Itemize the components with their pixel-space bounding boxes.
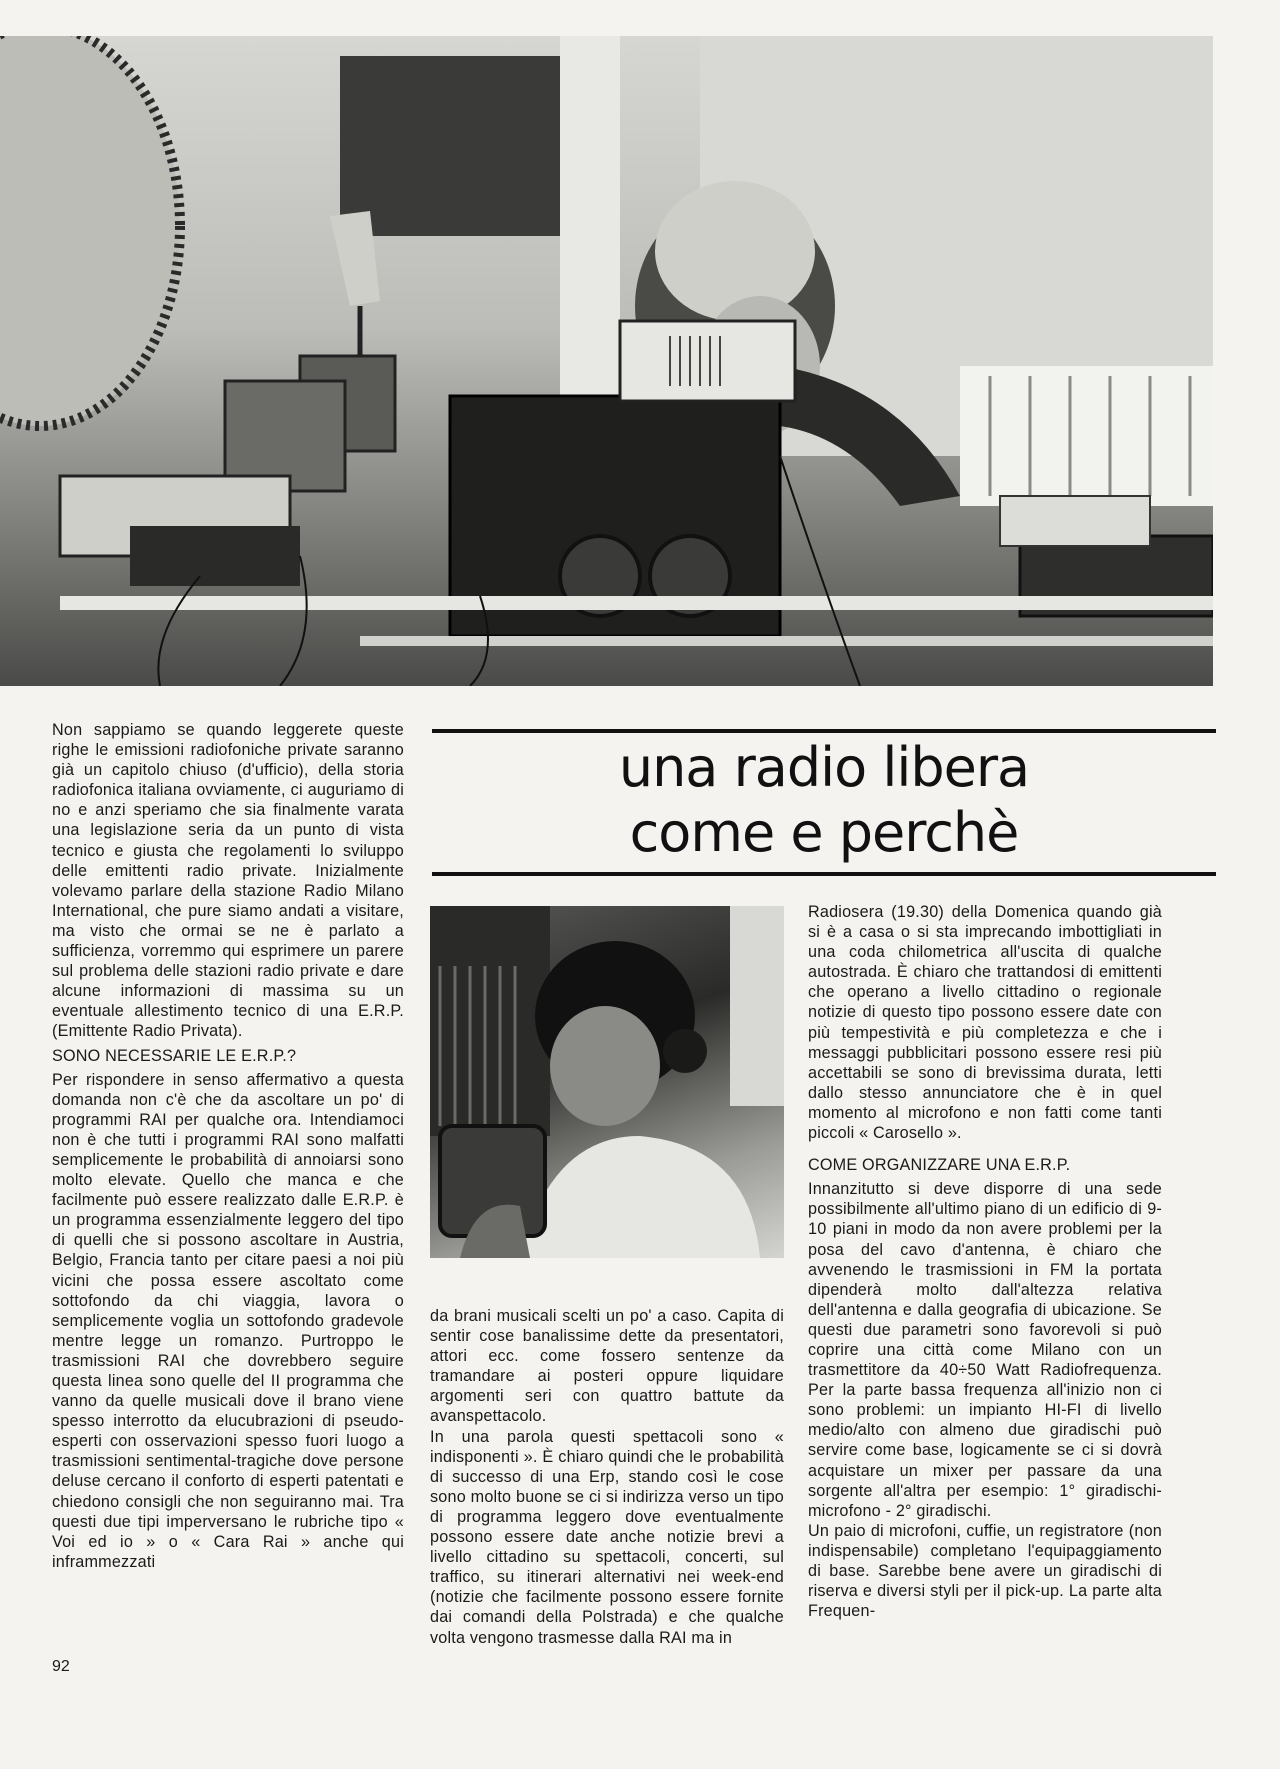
article-column-1 bbox=[52, 720, 404, 1572]
body-paragraph: Per rispondere in senso affermativo a questa domanda non c'è che da ascoltare un po' di programmi RAI per qualche ora. Intendiamoci non è che tutti i programmi RAI sono malfatti semplicemente le probabilità di annoiarsi sono molto elevate. Quello che manca e che facilmente può essere realizzato dalle E.R.P. è un programma essenzialmente leggero del tipo di quelli che si possono ascoltare in Austria, Belgio, Francia tanto per citare paesi a noi più vicini che possa essere ascoltato come sottofondo da chi viaggia, lavora o semplicemente voglia un sottofondo gradevole mentre legge un romanzo. Purtroppo le trasmissioni RAI che dovrebbero seguire questa linea sono quelle del II programma che vanno da quelle musicali dove il brano viene spesso interrotto da elucubrazioni di pseudo-esperti con osservazioni spesso fuori luogo a trasmissioni sentimental-tragiche dove persone deluse cercano il conforto di esperti patentati e chiedono consigli che non seguiranno mai. Tra questi due tipi imperversano le rubriche tipo « Voi ed io » o « Cara Rai » anche qui inframmezzati bbox=[52, 1070, 404, 1571]
studio-photo bbox=[0, 36, 1213, 686]
title-rule-top bbox=[432, 729, 1216, 733]
article-column-3 bbox=[808, 902, 1162, 1621]
body-paragraph: In una parola questi spettacoli sono « indisponenti ». È chiaro quindi che le probabilità di successo di una Erp, stando così le cose sono molto buone se ci si indirizza verso un tipo di programma leggero dove eventualmente possono essere date anche notizie brevi a livello cittadino su spettacoli, concerti, sul traffico, su itinerari alternativi nei week-end (notizie che facilmente possono essere fornite dai comandi della Polstrada) e che qualche volta vengono trasmesse dalla RAI ma in bbox=[430, 1427, 784, 1647]
body-paragraph: Un paio di microfoni, cuffie, un registratore (non indispensabile) completano l'equipaggiamento di base. Sarebbe bene avere un giradischi di riserva e diversi styli per il pick-up. La parte alta Frequen- bbox=[808, 1521, 1162, 1621]
section-heading-sono-necessarie: SONO NECESSARIE LE E.R.P.? bbox=[52, 1046, 297, 1065]
article-title-line-1: una radio libera bbox=[618, 736, 1030, 799]
inset-photo bbox=[430, 906, 784, 1258]
body-paragraph: Innanzitutto si deve disporre di una sede possibilmente all'ultimo piano di un edificio di 9-10 piani in modo da non avere problemi per la posa del cavo d'antenna, è chiaro che avvenendo le trasmissioni in FM la portata dipenderà molto dall'altezza relativa dell'antenna e dalla geografia di ubicazione. Se questi due parametri sono favorevoli si può coprire una città come Milano con un trasmettitore da 40÷50 Watt Radiofrequenza. Per la parte bassa frequenza all'inizio non ci sono problemi: un impianto HI-FI di livello medio/alto con almeno due giradischi può servire come base, logicamente se ci si dovrà acquistare un mixer per passare da una sorgente all'altra per esempio: 1° giradischi-microfono - 2° giradischi. bbox=[808, 1180, 1162, 1520]
section-heading-come-organizzare: COME ORGANIZZARE UNA E.R.P. bbox=[808, 1156, 1071, 1175]
article-title-line-2: come e perchè bbox=[629, 801, 1019, 864]
article-column-2 bbox=[430, 1306, 784, 1648]
body-paragraph: da brani musicali scelti un po' a caso. Capita di sentir cose banalissime dette da presentatori, attori ecc. come fossero sentenze da tramandare ai posteri oppure liquidare argomenti seri con quattro battute da avanspettacolo. bbox=[430, 1307, 784, 1426]
title-rule-bottom bbox=[432, 872, 1216, 876]
intro-paragraph: Non sappiamo se quando leggerete queste righe le emissioni radiofoniche private saranno già un capitolo chiuso (d'ufficio), della storia radiofonica italiana ovviamente, ci auguriamo di no e anzi speriamo che sia finalmente varata una legislazione seria da un punto di vista tecnico e giusta che regolamenti lo sviluppo delle emittenti radio private. Inizialmente volevamo parlare della stazione Radio Milano International, che pure siamo andati a visitare, ma visto che ormai se ne è parlato a sufficienza, vorremmo qui esprimere un parere sul problema delle stazioni radio private e dare alcune informazioni di massima su un eventuale allestimento tecnico di una E.R.P. (Emittente Radio Privata). bbox=[52, 721, 404, 1041]
page-number: 92 bbox=[52, 1658, 70, 1675]
body-paragraph: Radiosera (19.30) della Domenica quando già si è a casa o si sta imprecando imbottigliati in una coda chilometrica all'uscita di qualche autostrada. È chiaro che trattandosi di emittenti che operano a livello cittadino o regionale notizie di questo tipo possono essere date con più tempestività e più completezza e che i messaggi pubblicitari possono essere resi più accettabili se sono di brevissima durata, letti dallo stesso annunciatore che è in quel momento al microfono e non fatti come tanti piccoli « Carosello ». bbox=[808, 903, 1162, 1143]
